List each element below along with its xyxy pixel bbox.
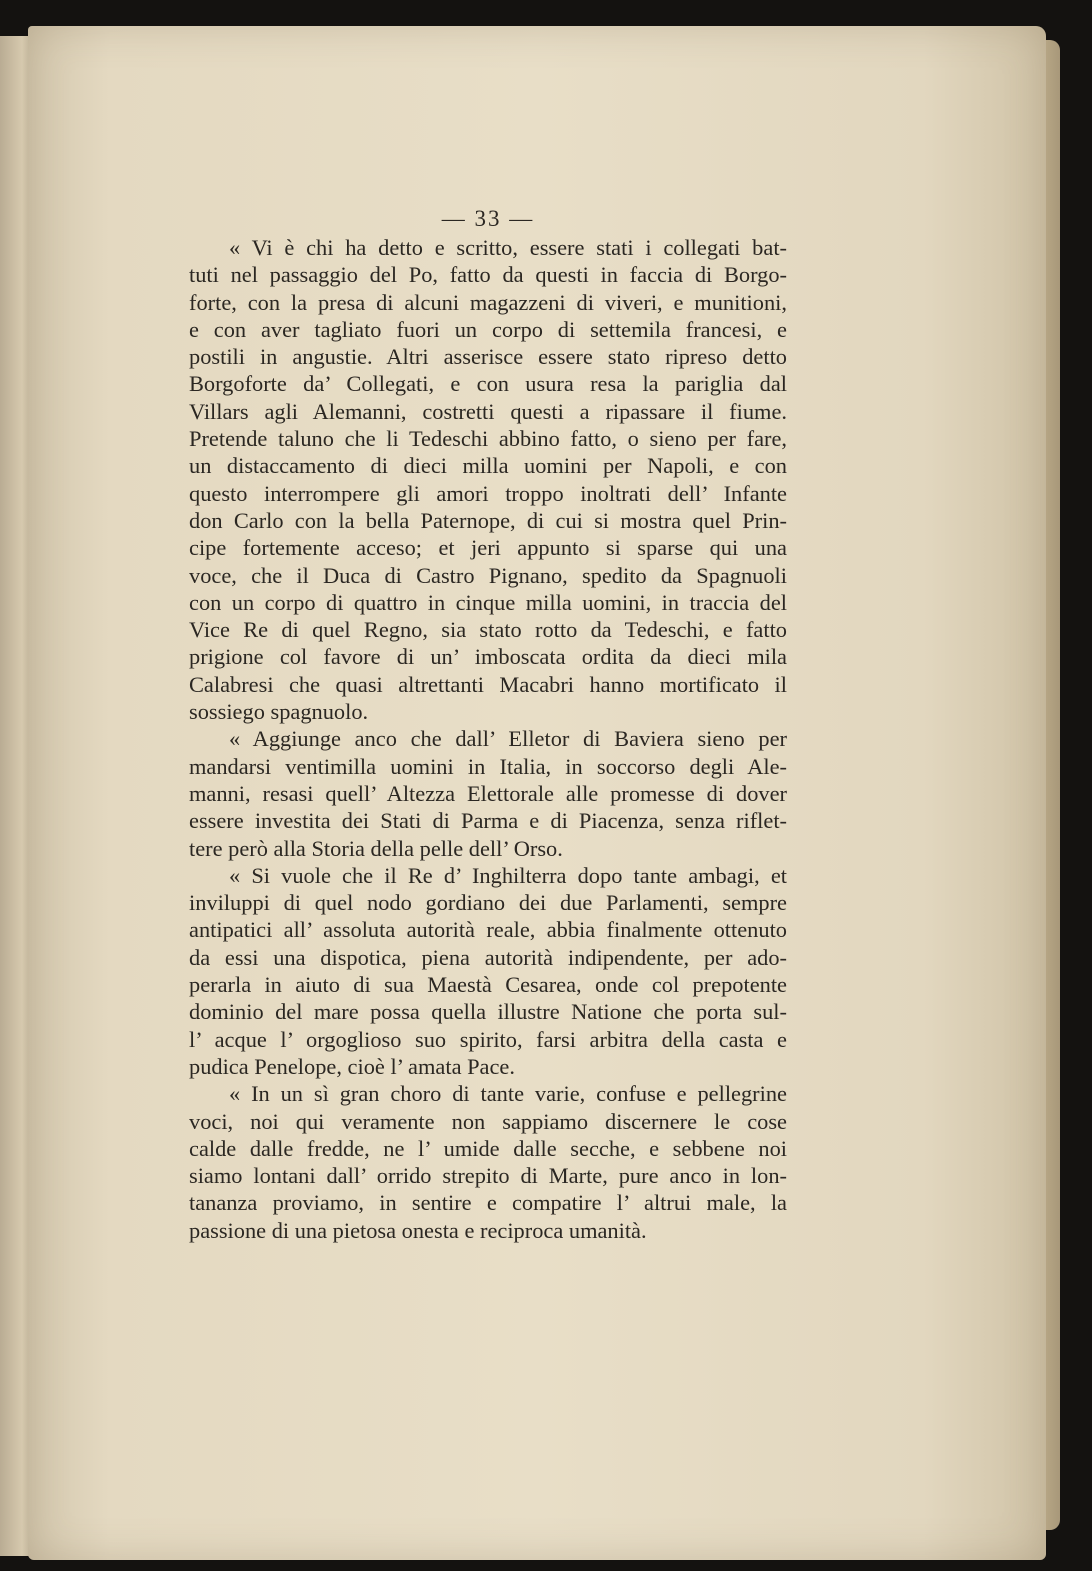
text-line: mandarsi ventimilla uomini in Italia, in soccorso degli Ale- xyxy=(189,753,787,779)
text-line: tere però alla Storia della pelle dell’ Orso. xyxy=(189,835,563,861)
text-line: siamo lontani dall’ orrido strepito di Marte, pure anco in lon- xyxy=(189,1163,787,1189)
text-line: Calabresi che quasi altrettanti Macabri hanno mortificato il xyxy=(189,671,787,697)
text-line: « Aggiunge anco che dall’ Elletor di Baviera sieno per xyxy=(229,726,787,752)
text-line: un distaccamento di dieci milla uomini per Napoli, e con xyxy=(189,453,787,479)
text-line: con un corpo di quattro in cinque milla uomini, in traccia del xyxy=(189,589,787,615)
text-line: voci, noi qui veramente non sappiamo discernere le cose xyxy=(189,1108,787,1134)
text-line: essere investita dei Stati di Parma e di Piacenza, senza riflet- xyxy=(189,808,787,834)
text-line: questo interrompere gli amori troppo inoltrati dell’ Infante xyxy=(189,480,787,506)
text-line: pudica Penelope, cioè l’ amata Pace. xyxy=(189,1053,515,1079)
text-line: voce, che il Duca di Castro Pignano, spedito da Spagnuoli xyxy=(189,562,787,588)
text-line: Vice Re di quel Regno, sia stato rotto da Tedeschi, e fatto xyxy=(189,617,787,643)
text-line: Pretende taluno che li Tedeschi abbino fatto, o sieno per fare, xyxy=(189,426,787,452)
text-line: dominio del mare possa quella illustre Natione che porta sul- xyxy=(189,999,787,1025)
text-line: inviluppi di quel nodo gordiano dei due Parlamenti, sempre xyxy=(189,890,787,916)
body-text xyxy=(189,234,787,1244)
text-line: Borgoforte da’ Collegati, e con usura resa la pariglia dal xyxy=(189,371,787,397)
text-line: da essi una dispotica, piena autorità indipendente, per ado- xyxy=(189,944,787,970)
text-line: forte, con la presa di alcuni magazzeni di viveri, e munitioni, xyxy=(189,289,787,315)
text-line: passione di una pietosa onesta e reciproca umanità. xyxy=(189,1217,647,1243)
text-line: « Si vuole che il Re d’ Inghilterra dopo tante ambagi, et xyxy=(229,862,787,888)
text-line: postili in angustie. Altri asserisce essere stato ripreso detto xyxy=(189,344,787,370)
text-line: tuti nel passaggio del Po, fatto da questi in faccia di Borgo- xyxy=(189,262,787,288)
text-line: prigione col favore di un’ imboscata ordita da dieci mila xyxy=(189,644,787,670)
text-line: e con aver tagliato fuori un corpo di settemila francesi, e xyxy=(189,316,787,342)
text-line: calde dalle fredde, ne l’ umide dalle secche, e sebbene noi xyxy=(189,1135,787,1161)
text-line: « In un sì gran choro di tante varie, confuse e pellegrine xyxy=(229,1081,787,1107)
text-line: Villars agli Alemanni, costretti questi a ripassare il fiume. xyxy=(189,398,787,424)
book-page xyxy=(28,26,1046,1560)
text-line: perarla in aiuto di sua Maestà Cesarea, onde col prepotente xyxy=(189,972,787,998)
text-line: tananza proviamo, in sentire e compatire l’ altrui male, la xyxy=(189,1190,787,1216)
text-line: l’ acque l’ orgoglioso suo spirito, farsi arbitra della casta e xyxy=(189,1026,787,1052)
text-line: « Vi è chi ha detto e scritto, essere stati i collegati bat- xyxy=(229,235,787,260)
text-line: sossiego spagnuolo. xyxy=(189,699,369,725)
text-line: don Carlo con la bella Paternope, di cui si mostra quel Prin- xyxy=(189,507,787,533)
text-line: manni, resasi quell’ Altezza Elettorale alle promesse di dover xyxy=(189,780,787,806)
text-line: cipe fortemente acceso; et jeri appunto si sparse qui una xyxy=(189,535,787,561)
page-number: — 33 — xyxy=(441,206,535,231)
text-line: antipatici all’ assoluta autorità reale, abbia finalmente ottenuto xyxy=(189,917,787,943)
